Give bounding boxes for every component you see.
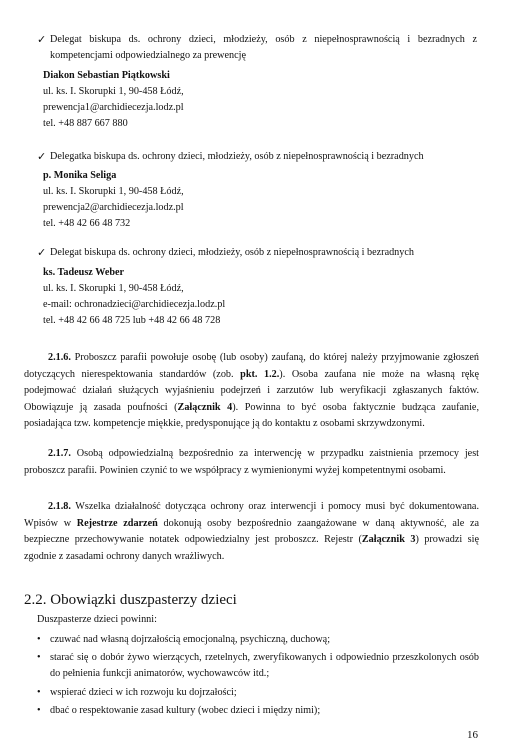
delegate-email: e-mail: ochronadzieci@archidiecezja.lodz.pl — [43, 299, 226, 310]
reference-bold: pkt. 1.2. — [240, 368, 280, 380]
bullet-dot-icon: • — [37, 704, 41, 716]
paragraph-number: 2.1.7. — [48, 448, 71, 459]
checkmark-icon: ✓ — [37, 247, 47, 259]
section-heading: 2.2. Obowiązki duszpasterzy dzieci — [24, 592, 237, 608]
page-number: 16 — [467, 729, 478, 741]
register-reference: Rejestrze zdarzeń — [76, 517, 158, 529]
delegate-phone: tel. +48 887 667 880 — [43, 118, 128, 129]
list-item: • dbać o respektowanie zasad kultury (wobec dzieci i między nimi); — [37, 703, 479, 719]
delegate-name: p. Monika Seliga — [43, 170, 117, 181]
section-intro: Duszpasterze dzieci powinni: — [37, 614, 157, 625]
delegate-3-contact — [43, 265, 225, 329]
delegate-address: ul. ks. I. Skorupki 1, 90-458 Łódź, — [43, 86, 184, 97]
delegate-phone: tel. +48 42 66 48 725 lub +48 42 66 48 728 — [43, 315, 221, 326]
list-item: • starać się o dobór żywo wierzących, rzetelnych, zweryfikowanych i odpowiednio przeszkolonych osób do pełnienia funkcji animatorów, wychowawców itd.; — [37, 652, 479, 680]
delegate-email: prewencja1@archidiecezja.lodz.pl — [43, 102, 184, 113]
attachment-reference: Załącznik 3 — [361, 534, 416, 546]
duties-list — [37, 632, 479, 721]
delegate-address: ul. ks. I. Skorupki 1, 90-458 Łódź, — [43, 283, 184, 294]
paragraph-number: 2.1.8. — [48, 501, 71, 512]
delegate-name: Diakon Sebastian Piątkowski — [43, 70, 170, 81]
paragraph-2-1-6: 2.1.6. Proboszcz parafii powołuje osobę (lub osoby) zaufaną, do której należy przyjmowanie zgłoszeń dotyczących nierespektowania standardów (zob. pkt. 1.2.). Osoba zaufana nie może na własną rękę podejmować działań służących wyjaśnieniu podejrzeń i zarzutów lub weryfikacji zgłaszanych faktów. Obowiązuje ją zasada poufności (Załącznik 4). Powinna to być osoba faktycznie budząca zaufanie, posiadająca tzw. kompetencje miękkie, predysponujące ją do kontaktu z osobami skrzywdzonymi. — [24, 352, 479, 430]
delegate-3-role: ✓ Delegat biskupa ds. ochrony dzieci, młodzieży, osób z niepełnosprawnością i bezradnych — [37, 247, 414, 259]
delegate-name: ks. Tadeusz Weber — [43, 267, 125, 278]
bullet-dot-icon: • — [37, 634, 41, 645]
delegate-1-contact — [43, 68, 184, 132]
delegate-2-role: ✓ Delegatka biskupa ds. ochrony dzieci, młodzieży, osób z niepełnosprawnością i bezradnych — [37, 151, 424, 163]
paragraph-2-1-8: 2.1.8. Wszelka działalność dotycząca ochrony oraz interwencji i pomocy musi być dokumentowana. Wpisów w Rejestrze zdarzeń dokonują osoby bezpośrednio zaangażowane w daną aktywność, ale za bezpieczne przechowywanie notatek odpowiedzialny jest proboszcz. Rejestr (Załącznik 3) prowadzi się zgodnie z zasadami ochrony danych wrażliwych. — [24, 501, 479, 562]
list-item: • wspierać dzieci w ich rozwoju ku dojrzałości; — [37, 685, 479, 701]
checkmark-icon: ✓ — [37, 34, 47, 46]
delegate-2-contact — [43, 168, 184, 232]
checkmark-icon: ✓ — [37, 151, 47, 163]
delegate-1-role: ✓ Delegat biskupa ds. ochrony dzieci, młodzieży, osób z niepełnosprawnością i bezradnych z kompetencjami odpowiedzialnego za prewencję — [37, 34, 477, 61]
delegate-email: prewencja2@archidiecezja.lodz.pl — [43, 202, 184, 213]
list-item: • czuwać nad własną dojrzałością emocjonalną, psychiczną, duchową; — [37, 632, 479, 648]
bullet-dot-icon: • — [37, 652, 41, 664]
bullet-dot-icon: • — [37, 686, 41, 698]
delegate-address: ul. ks. I. Skorupki 1, 90-458 Łódź, — [43, 186, 184, 197]
delegate-phone: tel. +48 42 66 48 732 — [43, 218, 131, 229]
paragraph-number: 2.1.6. — [48, 352, 71, 363]
attachment-reference: Załącznik 4 — [177, 401, 233, 413]
paragraph-2-1-7: 2.1.7. Osobą odpowiedzialną bezpośrednio za interwencję w przypadku zaistnienia przemocy jest proboszcz parafii. Powinien czynić to we współpracy z wymienionymi wyżej kompetentnymi osobami. — [24, 448, 479, 476]
